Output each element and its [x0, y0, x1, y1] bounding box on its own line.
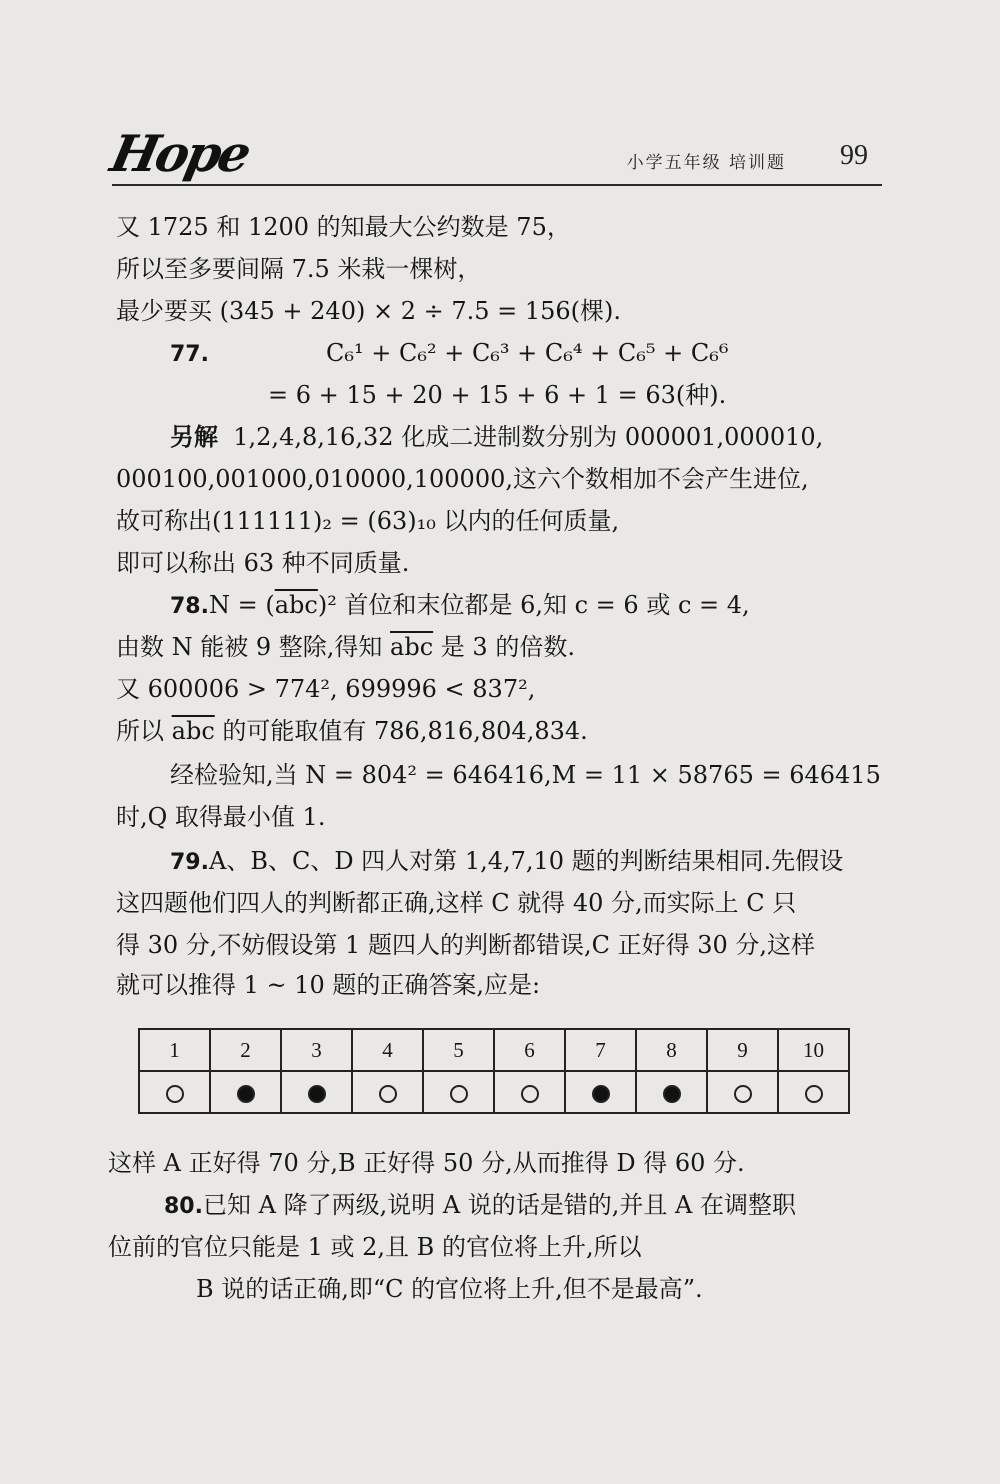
question-number-row	[139, 1029, 849, 1071]
text-line: 由数 N 能被 9 整除,得知 $\overline{abc}$ 是 3 的倍数.	[116, 633, 575, 661]
filled-circle-icon	[237, 1085, 255, 1103]
question-number-cell: 3	[281, 1029, 352, 1071]
page-header	[105, 118, 882, 186]
answer-cell	[707, 1071, 778, 1113]
answer-cell	[281, 1071, 352, 1113]
empty-circle-icon	[166, 1085, 184, 1103]
answer-row	[139, 1071, 849, 1113]
answer-cell	[210, 1071, 281, 1113]
question-number-cell: 8	[636, 1029, 707, 1071]
empty-circle-icon	[805, 1085, 823, 1103]
answer-cell	[352, 1071, 423, 1113]
answer-cell	[778, 1071, 849, 1113]
text-line: 经检验知,当 N = 804² = 646416,M = 11 × 58765 = 646415	[170, 761, 881, 789]
empty-circle-icon	[734, 1085, 752, 1103]
question-number-cell: 1	[139, 1029, 210, 1071]
text-line: 这四题他们四人的判断都正确,这样 C 就得 40 分,而实际上 C 只	[116, 889, 797, 917]
page-number: 99	[840, 140, 868, 171]
header-rule	[112, 184, 882, 186]
question-number-cell: 10	[778, 1029, 849, 1071]
text-line: 又 1725 和 1200 的知最大公约数是 75，	[116, 213, 571, 241]
question-number-cell: 9	[707, 1029, 778, 1071]
text-line: 得 30 分,不妨假设第 1 题四人的判断都错误,C 正好得 30 分,这样	[116, 931, 815, 959]
text-line: 所以 $\overline{abc}$ 的可能取值有 786,816,804,834.	[116, 717, 588, 745]
text-line: 位前的官位只能是 1 或 2,且 B 的官位将上升,所以	[108, 1233, 642, 1261]
alt-solution-label: 另解	[170, 423, 218, 451]
text-line: B 说的话正确,即“C 的官位将上升,但不是最高”.	[196, 1275, 703, 1303]
problem-79-line: 79.A、B、C、D 四人对第 1,4,7,10 题的判断结果相同.先假设	[170, 847, 844, 875]
answer-cell	[636, 1071, 707, 1113]
header-title: 小学五年级 培训题	[626, 153, 786, 173]
problem-79-number: 79.	[170, 850, 209, 875]
text-line: 最少要买 (345 + 240) × 2 ÷ 7.5 = 156(棵).	[116, 297, 622, 325]
filled-circle-icon	[663, 1085, 681, 1103]
problem-77-expression: C₆¹ + C₆² + C₆³ + C₆⁴ + C₆⁵ + C₆⁶	[326, 339, 729, 367]
problem-80-number: 80.	[164, 1194, 203, 1219]
question-number-cell: 5	[423, 1029, 494, 1071]
answer-table	[138, 1028, 850, 1114]
problem-78-number: 78.	[170, 594, 209, 619]
hope-logo: Hope	[105, 124, 254, 183]
text-line: 000100,001000,010000,100000,这六个数相加不会产生进位,	[116, 465, 809, 493]
question-number-cell: 4	[352, 1029, 423, 1071]
question-number-cell: 7	[565, 1029, 636, 1071]
answer-cell	[423, 1071, 494, 1113]
answer-cell	[494, 1071, 565, 1113]
problem-77-result: = 6 + 15 + 20 + 15 + 6 + 1 = 63(种).	[268, 381, 727, 409]
text-line: 时,Q 取得最小值 1.	[116, 803, 326, 831]
text-line: 即可以称出 63 种不同质量.	[116, 549, 410, 577]
text-line: 又 600006 > 774², 699996 < 837²,	[116, 675, 536, 703]
empty-circle-icon	[521, 1085, 539, 1103]
filled-circle-icon	[592, 1085, 610, 1103]
problem-78-line: $78.N = (\overline{abc})^2$ 首位和末位都是 6,知 c = 6 或 c = 4,	[170, 591, 750, 619]
text-line: 所以至多要间隔 7.5 米栽一棵树，	[116, 255, 482, 283]
question-number-cell: 2	[210, 1029, 281, 1071]
text-line: 故可称出(111111)₂ = (63)₁₀ 以内的任何质量,	[116, 507, 620, 535]
problem-80-line: 80.已知 A 降了两级,说明 A 说的话是错的,并且 A 在调整职	[164, 1191, 797, 1219]
answer-cell	[565, 1071, 636, 1113]
alt-solution-line: 另解 1,2,4,8,16,32 化成二进制数分别为 000001,000010,	[170, 423, 824, 451]
question-number-cell: 6	[494, 1029, 565, 1071]
empty-circle-icon	[379, 1085, 397, 1103]
problem-77-number: 77.	[170, 342, 209, 367]
text-line: 就可以推得 1 ~ 10 题的正确答案,应是:	[116, 971, 541, 999]
text-line: 这样 A 正好得 70 分,B 正好得 50 分,从而推得 D 得 60 分.	[108, 1149, 745, 1177]
filled-circle-icon	[308, 1085, 326, 1103]
answer-cell	[139, 1071, 210, 1113]
empty-circle-icon	[450, 1085, 468, 1103]
